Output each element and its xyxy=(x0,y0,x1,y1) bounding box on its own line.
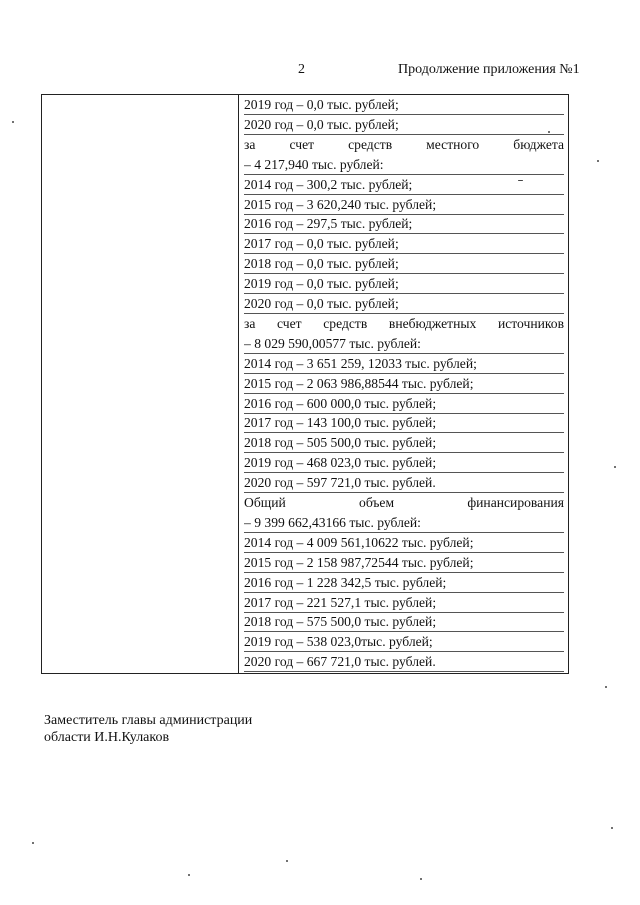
table-line: 2015 год – 3 620,240 тыс. рублей; xyxy=(244,195,564,215)
table-line: 2019 год – 468 023,0 тыс. рублей; xyxy=(244,453,564,473)
table-line: 2014 год – 300,2 тыс. рублей; xyxy=(244,175,564,195)
table-line: 2014 год – 4 009 561,10622 тыс. рублей; xyxy=(244,533,564,553)
table-right-cell xyxy=(240,95,568,673)
table-line: 2015 год – 2 158 987,72544 тыс. рублей; xyxy=(244,553,564,573)
table-line: 2017 год – 221 527,1 тыс. рублей; xyxy=(244,593,564,613)
table-line: 2017 год – 143 100,0 тыс. рублей; xyxy=(244,413,564,433)
table-line: 2020 год – 597 721,0 тыс. рублей. xyxy=(244,473,564,493)
table-line: 2016 год – 297,5 тыс. рублей; xyxy=(244,214,564,234)
table-line: за счет средств местного бюджета xyxy=(244,136,564,152)
page-number: 2 xyxy=(298,62,305,77)
table-line: 2019 год – 0,0 тыс. рублей; xyxy=(244,274,564,294)
scan-speck xyxy=(548,131,550,133)
scan-speck xyxy=(614,466,616,468)
table-line: 2018 год – 505 500,0 тыс. рублей; xyxy=(244,433,564,453)
table-line: – 4 217,940 тыс. рублей: xyxy=(244,155,564,175)
scan-speck xyxy=(286,860,288,862)
table-line: 2020 год – 667 721,0 тыс. рублей. xyxy=(244,652,564,672)
table-line: 2014 год – 3 651 259, 12033 тыс. рублей; xyxy=(244,354,564,374)
table-line: 2018 год – 0,0 тыс. рублей; xyxy=(244,254,564,274)
table-line: 2016 год – 600 000,0 тыс. рублей; xyxy=(244,394,564,414)
table-line: Общий объем финансирования xyxy=(244,495,564,510)
signature-block xyxy=(44,712,252,746)
scan-speck xyxy=(420,878,422,880)
table-line: 2019 год – 538 023,0тыс. рублей; xyxy=(244,632,564,652)
signature-name: области И.Н.Кулаков xyxy=(44,730,170,745)
table-line: 2018 год – 575 500,0 тыс. рублей; xyxy=(244,612,564,632)
table-line: 2020 год – 0,0 тыс. рублей; xyxy=(244,115,564,135)
scan-speck xyxy=(611,827,613,829)
scan-speck xyxy=(12,121,14,123)
table-line: за счет средств внебюджетных источников xyxy=(244,315,564,331)
appendix-continuation-title: Продолжение приложения №1 xyxy=(398,62,580,77)
table-line: 2016 год – 1 228 342,5 тыс. рублей; xyxy=(244,573,564,593)
scan-speck xyxy=(32,842,34,844)
table-line: 2015 год – 2 063 986,88544 тыс. рублей; xyxy=(244,374,564,394)
signature-position: Заместитель главы администрации xyxy=(44,713,253,728)
scan-speck xyxy=(605,686,607,688)
table-left-cell xyxy=(42,95,239,673)
table-line: – 9 399 662,43166 тыс. рублей: xyxy=(244,513,564,533)
table-line: 2019 год – 0,0 тыс. рублей; xyxy=(244,95,564,115)
table-line: – 8 029 590,00577 тыс. рублей: xyxy=(244,334,564,354)
scan-speck xyxy=(188,874,190,876)
table-line: 2020 год – 0,0 тыс. рублей; xyxy=(244,294,564,314)
scan-speck xyxy=(518,180,523,181)
scan-speck xyxy=(597,160,599,162)
table-line: 2017 год – 0,0 тыс. рублей; xyxy=(244,234,564,254)
finance-table xyxy=(41,94,569,674)
